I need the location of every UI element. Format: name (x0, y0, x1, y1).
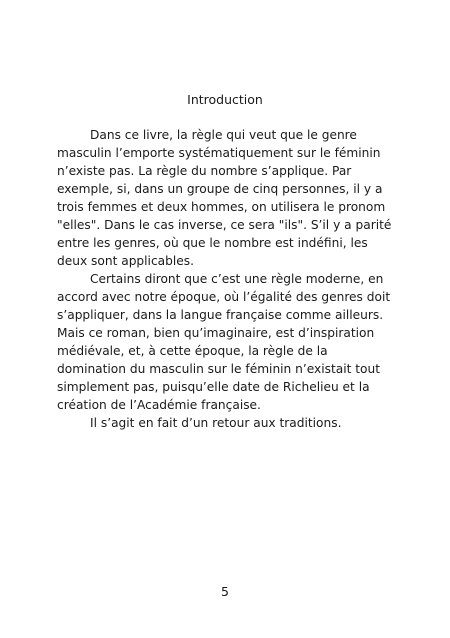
body-text (57, 126, 399, 432)
paragraph-line: trois femmes et deux hommes, on utilisera le pronom (57, 200, 386, 214)
paragraph-1 (57, 126, 399, 270)
paragraph-line: médiévale, et, à cette époque, la règle de la (57, 344, 328, 358)
paragraph-line: "elles". Dans le cas inverse, ce sera "ils". S’il y a parité (57, 218, 392, 232)
paragraph-line: n’existe pas. La règle du nombre s’applique. Par (57, 164, 352, 178)
paragraph-line: Certains diront que c’est une règle moderne, en (90, 272, 384, 286)
paragraph-line: Mais ce roman, bien qu’imaginaire, est d’inspiration (57, 326, 375, 340)
paragraph-line: création de l’Académie française. (57, 398, 261, 412)
paragraph-line: domination du masculin sur le féminin n’existait tout (57, 362, 381, 376)
paragraph-line: entre les genres, où que le nombre est indéfini, les (57, 236, 368, 250)
chapter-title: Introduction (187, 92, 263, 107)
paragraph-line: deux sont applicables. (57, 254, 194, 268)
page-number: 5 (221, 584, 229, 599)
paragraph-line: exemple, si, dans un groupe de cinq personnes, il y a (57, 182, 383, 196)
paragraph-line: Il s’agit en fait d’un retour aux traditions. (90, 416, 342, 430)
paragraph-2 (57, 270, 399, 414)
paragraph-line: Dans ce livre, la règle qui veut que le genre (90, 128, 357, 142)
paragraph-line: accord avec notre époque, où l’égalité des genres doit (57, 290, 391, 304)
paragraph-3 (57, 414, 399, 432)
paragraph-line: masculin l’emporte systématiquement sur le féminin (57, 146, 381, 160)
paragraph-line: simplement pas, puisqu’elle date de Richelieu et la (57, 380, 370, 394)
paragraph-line: s’appliquer, dans la langue française comme ailleurs. (57, 308, 384, 322)
